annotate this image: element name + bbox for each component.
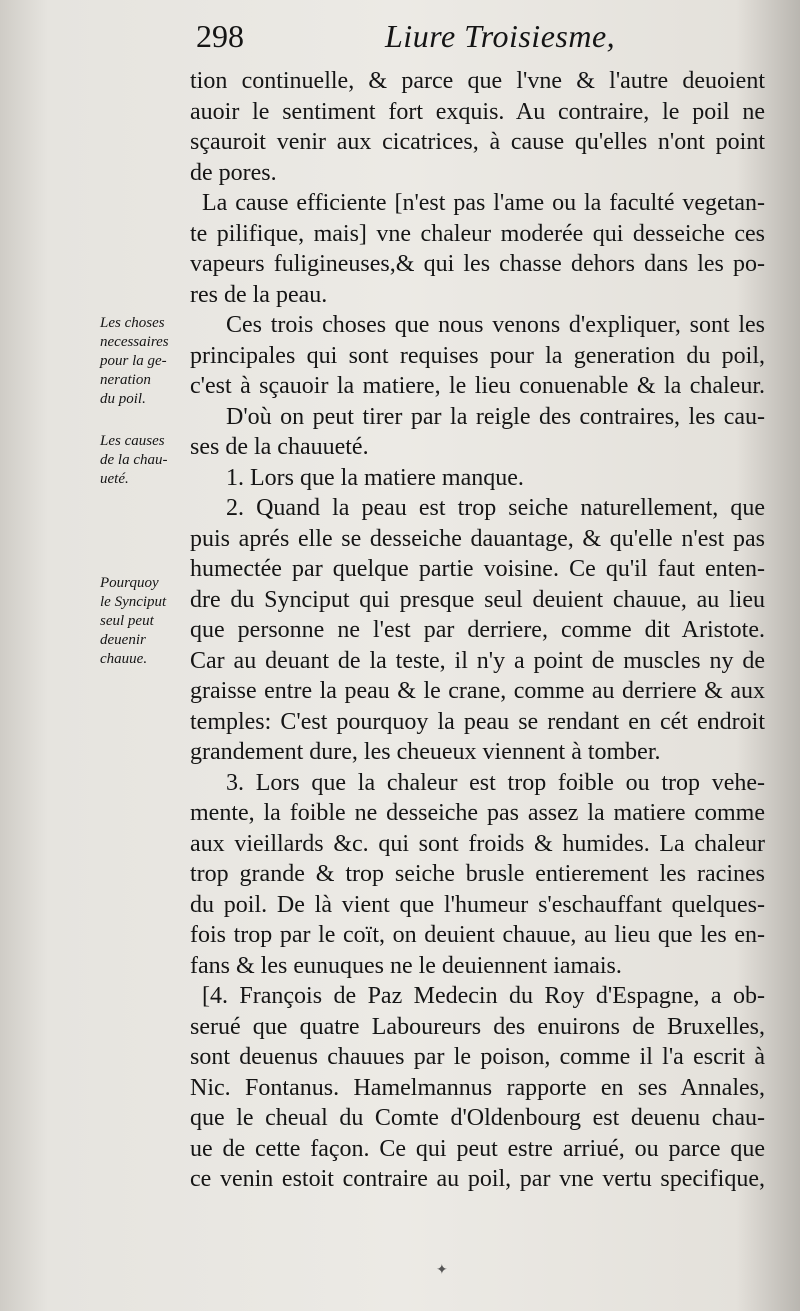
running-title: Liure Troisiesme, (385, 18, 616, 54)
text-line: c'est à sçauoir la matiere, le lieu conuenable & la chaleur. (190, 373, 765, 399)
text-line: sçauroit venir aux cicatrices, à cause qu'elles n'ont point (190, 129, 765, 155)
text-line: ce venin estoit contraire au poil, par vne vertu specifique, (190, 1166, 765, 1192)
page-header (0, 14, 800, 66)
text-line: fois trop par le coït, on deuient chauue, au lieu que les en- (190, 922, 765, 948)
printer-mark-icon: ✦ (436, 1263, 448, 1278)
text-line: que le cheual du Comte d'Oldenbourg est deuenu chau- (190, 1105, 765, 1131)
margin-note-line: de la chau- (100, 452, 168, 468)
margin-note-line: pour la ge- (100, 353, 167, 369)
margin-note-line: Pourquoy (100, 575, 159, 591)
body-text (190, 66, 765, 1195)
margin-note-line: du poil. (100, 391, 146, 407)
text-line: puis aprés elle se desseiche dauantage, & qu'elle n'est pas (190, 525, 765, 552)
margin-note (100, 432, 196, 489)
margin-note-line: Les choses (100, 315, 165, 331)
text-line: que personne ne l'est par derriere, comme dit Aristote. (190, 617, 765, 643)
text-line: La cause efficiente [n'est pas l'ame ou la faculté vegetan- (202, 190, 765, 216)
margin-note-line: ueté. (100, 471, 129, 487)
text-line: res de la peau. (190, 281, 328, 308)
margin-note-line: Les causes (100, 433, 165, 449)
text-line: trop grande & trop seiche brusle entierement les racines (190, 861, 765, 887)
text-line: dre du Synciput qui presque seul deuient chauue, au lieu (190, 586, 765, 613)
text-line: fans & les eunuques ne le deuiennent iamais. (190, 952, 622, 979)
margin-note-line: le Synciput (100, 594, 167, 610)
text-line: Ces trois choses que nous venons d'expliquer, sont les (226, 312, 765, 338)
text-line: mente, la foible ne desseiche pas assez la matiere comme (190, 800, 765, 826)
page-number: 298 (196, 18, 244, 54)
margin-note (100, 314, 196, 409)
margin-note-line: deuenir (100, 632, 146, 648)
text-line: tion continuelle, & parce que l'vne & l'autre deuoient (190, 68, 765, 94)
text-line: ses de la chauueté. (190, 434, 369, 460)
text-line: du poil. De là vient que l'humeur s'eschauffant quelques- (190, 891, 765, 918)
text-line: temples: C'est pourquoy la peau se rendant en cét endroit (190, 708, 765, 735)
text-line: Nic. Fontanus. Hamelmannus rapporte en ses Annales, (190, 1074, 765, 1101)
margin-note-line: seul peut (100, 613, 154, 629)
margin-note (100, 574, 196, 669)
text-line: ue de cette façon. Ce qui peut estre arriué, ou parce que (190, 1135, 765, 1162)
text-line: [4. François de Paz Medecin du Roy d'Espagne, a ob- (202, 983, 765, 1009)
text-line: humectée par quelque partie voisine. Ce qu'il faut enten- (190, 556, 765, 582)
text-line: sont deuenus chauues par le poison, comme il l'a escrit à (190, 1044, 765, 1070)
text-line: graisse entre la peau & le crane, comme au derriere & aux (190, 678, 765, 704)
margin-note-line: neration (100, 372, 151, 388)
text-line: te pilifique, mais] vne chaleur moderée qui desseiche ces (190, 220, 765, 247)
text-line: 3. Lors que la chaleur est trop foible ou trop vehe- (226, 769, 765, 796)
text-line: Car au deuant de la teste, il n'y a point de muscles ny de (190, 647, 765, 674)
text-line: auoir le sentiment fort exquis. Au contraire, le poil ne (190, 98, 765, 125)
text-line: principales qui sont requises pour la generation du poil, (190, 342, 765, 369)
margin-note-line: necessaires (100, 334, 169, 350)
text-line: 1. Lors que la matiere manque. (226, 464, 524, 491)
text-line: de pores. (190, 159, 277, 186)
text-line: 2. Quand la peau est trop seiche naturellement, que (226, 495, 765, 521)
text-line: vapeurs fuligineuses,& qui les chasse dehors dans les po- (190, 251, 765, 277)
margin-note-line: chauue. (100, 651, 148, 667)
text-line: serué que quatre Laboureurs des enuirons de Bruxelles, (190, 1013, 765, 1040)
text-line: D'où on peut tirer par la reigle des contraires, les cau- (226, 403, 765, 430)
text-line: grandement dure, les cheueux viennent à tomber. (190, 739, 661, 765)
text-line: aux vieillards &c. qui sont froids & humides. La chaleur (190, 830, 765, 857)
